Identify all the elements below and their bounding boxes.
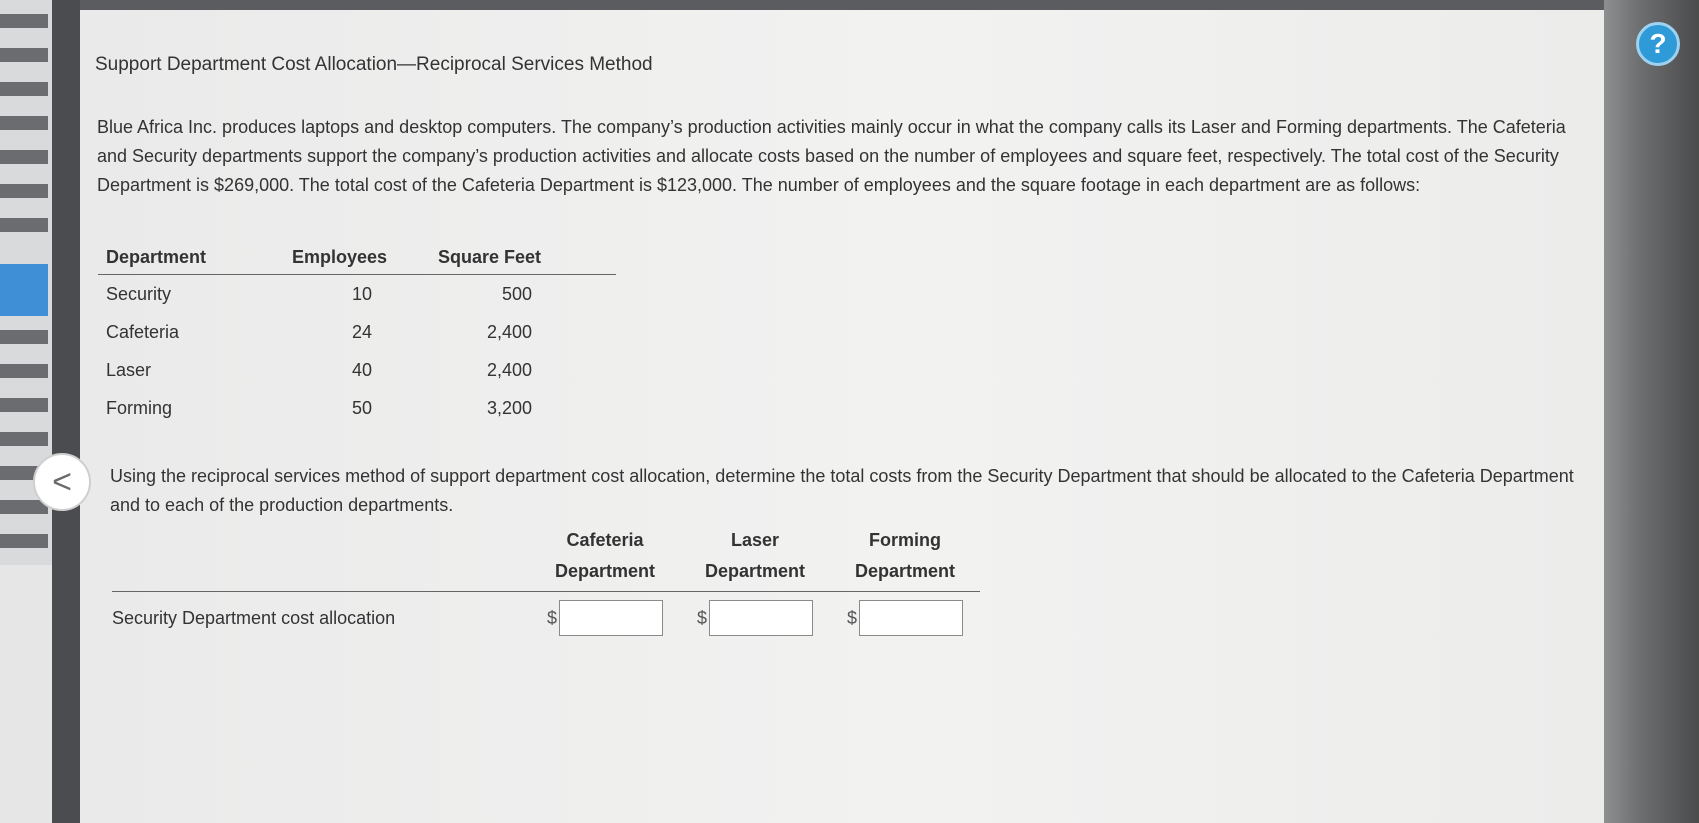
forming-cell	[830, 600, 980, 636]
question-title: Support Department Cost Allocation—Reciprocal Services Method	[95, 54, 653, 75]
header-line: Department	[554, 561, 656, 581]
employees-value: 10	[351, 283, 372, 304]
nav-tab-selected[interactable]	[0, 264, 48, 316]
table-row	[98, 389, 616, 427]
answer-row	[112, 600, 980, 636]
column-header-department: Department	[98, 243, 284, 275]
question-prompt: Using the reciprocal services method of support department cost allocation, determine the total costs from the Security Department that should be allocated to the Cafeteria Department and to each of the production departments.	[110, 466, 1574, 515]
right-strip	[1604, 0, 1699, 823]
cafeteria-cell	[530, 600, 680, 636]
employees-value: 50	[351, 397, 372, 418]
nav-tab[interactable]	[0, 150, 48, 164]
nav-tab[interactable]	[0, 184, 48, 198]
nav-tab[interactable]	[0, 48, 48, 62]
top-bar	[80, 0, 1604, 10]
square-feet-value: 2,400	[486, 359, 532, 380]
nav-tab[interactable]	[0, 330, 48, 344]
table-row	[98, 275, 616, 314]
header-line: Department	[704, 561, 806, 581]
nav-tab[interactable]	[0, 432, 48, 446]
nav-tab[interactable]	[0, 116, 48, 130]
cafeteria-allocation-input[interactable]	[559, 600, 663, 636]
answer-table-header	[530, 525, 980, 587]
header-line: Cafeteria	[566, 530, 644, 550]
question-mark-icon: ?	[1649, 28, 1667, 59]
square-feet-value: 500	[501, 283, 532, 304]
column-header-square-feet: Square Feet	[430, 243, 616, 275]
nav-strip-lower	[0, 565, 52, 823]
dollar-sign: $	[846, 607, 857, 628]
square-feet-value: 3,200	[486, 397, 532, 418]
laser-allocation-input[interactable]	[709, 600, 813, 636]
square-feet-value: 2,400	[486, 321, 532, 342]
dollar-sign: $	[546, 607, 557, 628]
panel-divider	[52, 0, 80, 823]
nav-tab[interactable]	[0, 218, 48, 232]
nav-tab[interactable]	[0, 398, 48, 412]
row-label: Security Department cost allocation	[112, 607, 396, 628]
department-data-table	[98, 243, 616, 427]
problem-statement: Blue Africa Inc. produces laptops and desktop computers. The company’s production activities mainly occur in what the company calls its Laser and Forming departments. The Cafeteria and Security departments support the company’s production activities and allocate costs based on the number of employees and square feet, respectively. The total cost of the Security Department is $269,000. The total cost of the Cafeteria Department is $123,000. The number of employees and the square footage in each department are as follows:	[97, 117, 1566, 195]
employees-value: 24	[351, 321, 372, 342]
header-line: Department	[854, 561, 956, 581]
nav-tab[interactable]	[0, 14, 48, 28]
department-name: Laser	[106, 359, 152, 380]
column-header-cafeteria	[530, 525, 680, 587]
forming-allocation-input[interactable]	[859, 600, 963, 636]
department-name: Forming	[106, 397, 173, 418]
header-line: Laser	[730, 530, 780, 550]
header-rule	[112, 591, 980, 592]
nav-tab[interactable]	[0, 82, 48, 96]
department-name: Security	[106, 283, 172, 304]
dollar-sign: $	[696, 607, 707, 628]
previous-button[interactable]	[33, 453, 91, 511]
table-row	[98, 313, 616, 351]
left-nav-strip	[0, 0, 52, 823]
help-button[interactable]	[1636, 22, 1680, 66]
nav-tab[interactable]	[0, 364, 48, 378]
column-header-employees: Employees	[284, 243, 430, 275]
column-header-laser	[680, 525, 830, 587]
department-name: Cafeteria	[106, 321, 180, 342]
column-header-forming	[830, 525, 980, 587]
chevron-left-icon: <	[52, 462, 72, 501]
header-line: Forming	[869, 530, 941, 550]
answer-table	[112, 525, 980, 636]
nav-tab[interactable]	[0, 534, 48, 548]
table-row	[98, 351, 616, 389]
employees-value: 40	[351, 359, 372, 380]
laser-cell	[680, 600, 830, 636]
